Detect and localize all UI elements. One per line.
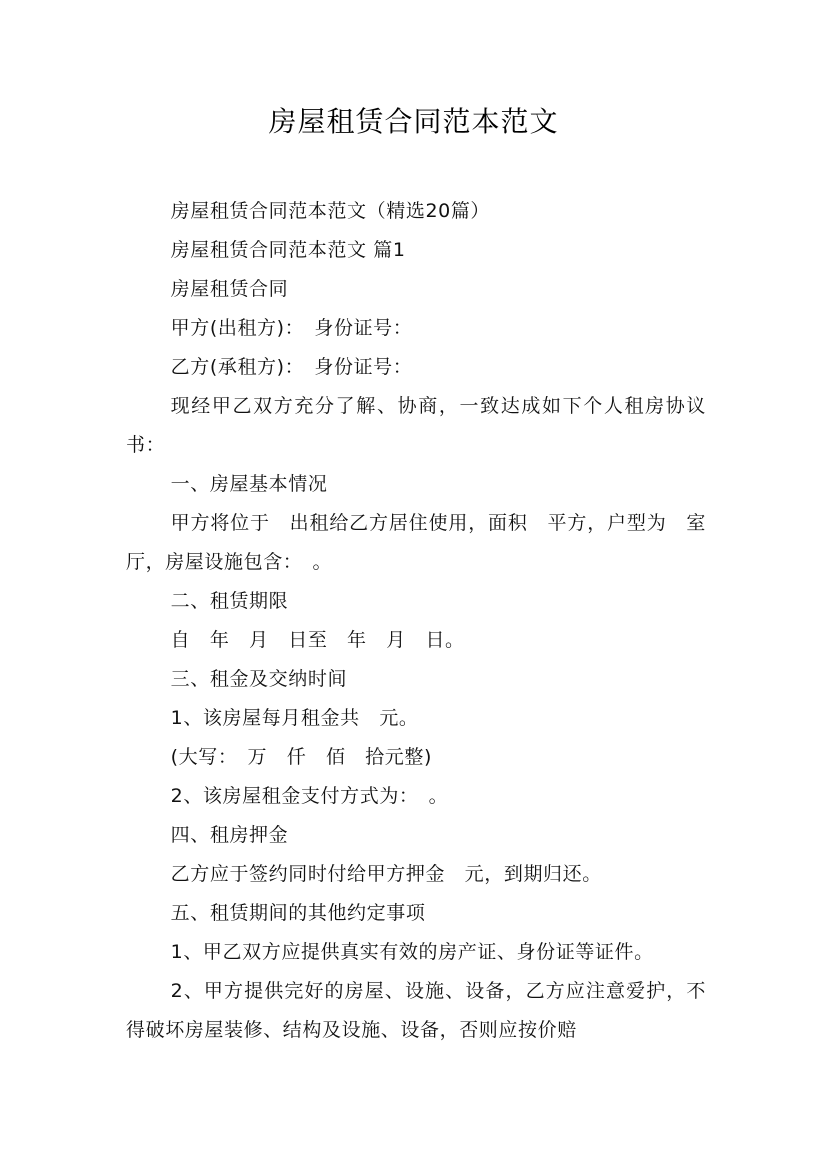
clause-text-2: 自 年 月 日至 年 月 日。 [170, 629, 465, 651]
clause-heading-4: 四、租房押金 [170, 824, 289, 846]
clause-heading-1: 一、房屋基本情况 [170, 473, 328, 495]
document-title: 房屋租赁合同范本范文 [268, 105, 559, 138]
agreement-intro-paragraph: 现经甲乙双方充分了解、协商，一致达成如下个人租房协议书： [126, 395, 706, 456]
clause-text-5-1: 1、甲乙双方应提供真实有效的房产证、身份证等证件。 [170, 941, 654, 963]
document-body [126, 192, 726, 1050]
clause-text-3-3: 2、该房屋租金支付方式为： 。 [170, 785, 449, 807]
party-a-paragraph: 甲方(出租方)： 身份证号： [170, 317, 413, 339]
clause-text-1: 甲方将位于 出租给乙方居住使用，面积 平方，户型为 室 厅，房屋设施包含： 。 [126, 512, 726, 573]
party-b-paragraph: 乙方(承租方)： 身份证号： [170, 356, 413, 378]
clause-heading-5: 五、租赁期间的其他约定事项 [170, 902, 426, 924]
clause-text-3-1: 1、该房屋每月租金共 元。 [170, 707, 419, 729]
clause-text-4: 乙方应于签约同时付给甲方押金 元，到期归还。 [170, 863, 602, 885]
subtitle-paragraph: 房屋租赁合同范本范文（精选20篇） [170, 200, 491, 222]
section-heading-paragraph: 房屋租赁合同范本范文 篇1 [170, 239, 406, 261]
clause-heading-3: 三、租金及交纳时间 [170, 668, 348, 690]
clause-text-5-2: 2、甲方提供完好的房屋、设施、设备，乙方应注意爱护，不得破坏房屋装修、结构及设施、设备，否则应按价赔 [126, 980, 706, 1041]
clause-text-3-2: (大写： 万 仟 佰 拾元整) [170, 746, 432, 768]
clause-heading-2: 二、租赁期限 [170, 590, 289, 612]
contract-name-paragraph: 房屋租赁合同 [170, 278, 289, 300]
